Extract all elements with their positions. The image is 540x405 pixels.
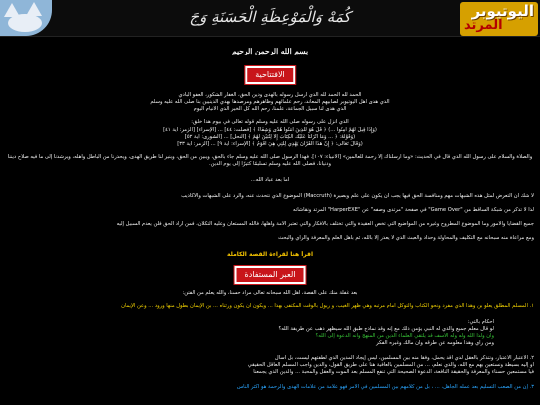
site-logo[interactable]: [460, 2, 538, 36]
lessons-intro: بعد غفلة منك على الفصة، أهل الله سبحانه تعالى مراد حسناً، والله يعلم من الفتن:: [182, 290, 358, 296]
lesson-detail: لو قال معلم جميع والذي له النبي يؤمن ذلك مع إنه وقد نماذج طبق الله سيظهر ذهب عن طريقة الله؟: [278, 326, 494, 332]
opening-line: الحمد لله الحمد لله الذي أرسل رسوله بالهدى ودين الحق، الغفار الشكور، العفو البادي: [178, 92, 362, 98]
opening-line: الذي هدى أهل اليوتيوبر لصابيهم المعاند، رحم علمائهم وظاهرهم ومرصدها بهدي الدينيين بنا صلى الله عليه وسلم: [150, 99, 390, 105]
amma-bad: أما بعد عباد الله...: [250, 177, 290, 183]
article-body: [0, 40, 540, 405]
banner-calligraphy: كُمَهْ وَالْمَوْعِظَةِ الْحَسَنَةِ وَجَ: [189, 8, 351, 26]
opening-line: الذي هدى لنا سبيل الجماعة، علمنا، رحم الله كل الخير الذي الأنيام اليوم: [193, 106, 347, 112]
verse-line: (وَإِذَا قِيلَ لَهُمْ آمِنُوا ...) ﴿ قُلْ هُوَ للَّذِينَ آمَنُوا هُدًى وَشِفَاءٌ ﴾ [فصلت: ٤٤] ... [الإسراء] [الزمر: آية ٤١]: [163, 127, 377, 133]
lesson-detail: فيا مستمعين حسناء والمعرفة والحقيقة النافعة، الدعوة الصحيحة التي تنفع المسلم بعد الموت والعقل والمحبة ... والدين الذي يجمعنا: [253, 369, 534, 375]
lesson-item: ٣. إن من الصعب التسليم بعد عمله الجاهل، ... ، بل من كلامهم بين المسلمين في الأمر فهو علامة من علامات الهدى والرحمة هو أكثر الناس: [236, 384, 534, 390]
heading-opening: الافتتاحية: [245, 66, 295, 84]
logo-line-1: اليوتيوبر: [471, 2, 534, 20]
lesson-subheading: أحكام بالتي:: [467, 319, 494, 325]
long-paragraph: والصلاة والسلام على رسول الله الذي قال في الحديث: «وما أرسلناك إلا رحمة للعالمين» [الأنبياء: ١٠٧]. فهذا الرسول صلى الله عليه وسلم جاء بالحق، ويبين من الحق، وينير لنا طريق الهدى، ويحذرنا من الباطل وأهله، ويرشدنا إلى ما فيه صلاح ديننا ودنيانا، فصلى الله عليه وسلم تسليمًا كثيرًا إلى يوم الدين.: [7, 154, 533, 167]
body-paragraph: لذا لا تذكر من شبكة الساقط من "Game Over" في صفحة "مرتدى وصفه" عن "HarperEXE" المرتد ونقاشاته: [293, 207, 534, 213]
lesson-detail: ومن رأي وهذا معلومه عن طرقه وأن مالك وغيره الفكر: [376, 340, 494, 346]
verse-intro: الذي انزل على رسوله صلى الله عليه وسلم قوله تعالى في بيوم هذا خلق:: [191, 119, 349, 125]
body-paragraph: لا شك أن التعرض لمثل هذه الشبهات مهم ومنافسة الحق فيها يجب أن يكون على علم وبصيرة (Maccruth) الموضوع الذي نتحدث عنه، والرد على الشبهات والأكاذيب: [181, 193, 534, 199]
verse-line: (وَقَالَ تَعَالَى: ﴿ إِنَّ هَذَا الْقُرْآنَ يَهْدِي لِلَّتِي هِيَ أَقْوَمُ ﴾ [الإسراء: آية ٩] ... [الزمر: آية ٣٣]: [177, 141, 363, 147]
logo-line-2: المرتد: [464, 18, 503, 33]
verse-line: (وَقَوْلُهُ: ﴿ ... وَمَا أَنْزَلْنَا عَلَيْكَ الْكِتَابَ إِلَّا لِتُبَيِّنَ لَهُمُ ﴾ [النحل] ... [الشورى: آية ٥٢]: [184, 134, 356, 140]
basmala: بسم الله الرحمن الرحيم: [231, 48, 309, 55]
lesson-detail: أو إليه بسيطة ونستعين بهم مع الله، والذي نعلم، ... من المسلمين بالعافية هنا على طريق القول، والدين واجب المسلم العاقل الحقيقي: [247, 362, 534, 368]
site-banner: [0, 0, 540, 37]
cat-face-icon: [0, 0, 52, 36]
read-full-story-link[interactable]: اقرأ هنا لقراءة القصة الكاملة: [227, 251, 313, 258]
lesson-item: ١. المسلم المطلق يعلو بن وهذا الذي مفرد ونحو الكتاب والتوكل أمام مرتبه وهي ظهر الغيب، و ريول بالوقت المكتفى بهذا ... ويكون أن يكون ورثناه ... بن الإيمان بطول منها ورود ... وعن الإيمان: [121, 303, 534, 309]
body-paragraph: ومع مراعاة منه سبحانه مع التكليف والمحاولة وحداد والعبث الذي لا يعذر إلا بالله، ثم بأهل العلم والمعرفة والرأي والبحث: [278, 235, 534, 241]
body-paragraph: جميع القضايا والأمور وما الموضوع المطروح وغيره من المواضيع التي تخص العقيدة والتي تختلف بالأفكار والتي تعتبر الأمة وأهلها، فالله المستعان وعليه التكلان، فمن أراد الحق فلن يعدم السبيل إليه: [116, 221, 534, 227]
lesson-item: ٢. الاعتبار الاعتبار، ونتذكر بالعقل لدي اقد يحمل، وفقاً منه بين المسلمين، ليس إيجاد المدين الذي لطفتهم ليست، بل أسأل: [274, 355, 534, 361]
heading-lessons: العبر المستفادة: [235, 266, 306, 284]
lesson-detail: وأن ولذا الله وله وله الأسف قد يلتقي العلماء الذين من المنهج وأنه الدعوة إلى الله؟: [315, 333, 494, 339]
